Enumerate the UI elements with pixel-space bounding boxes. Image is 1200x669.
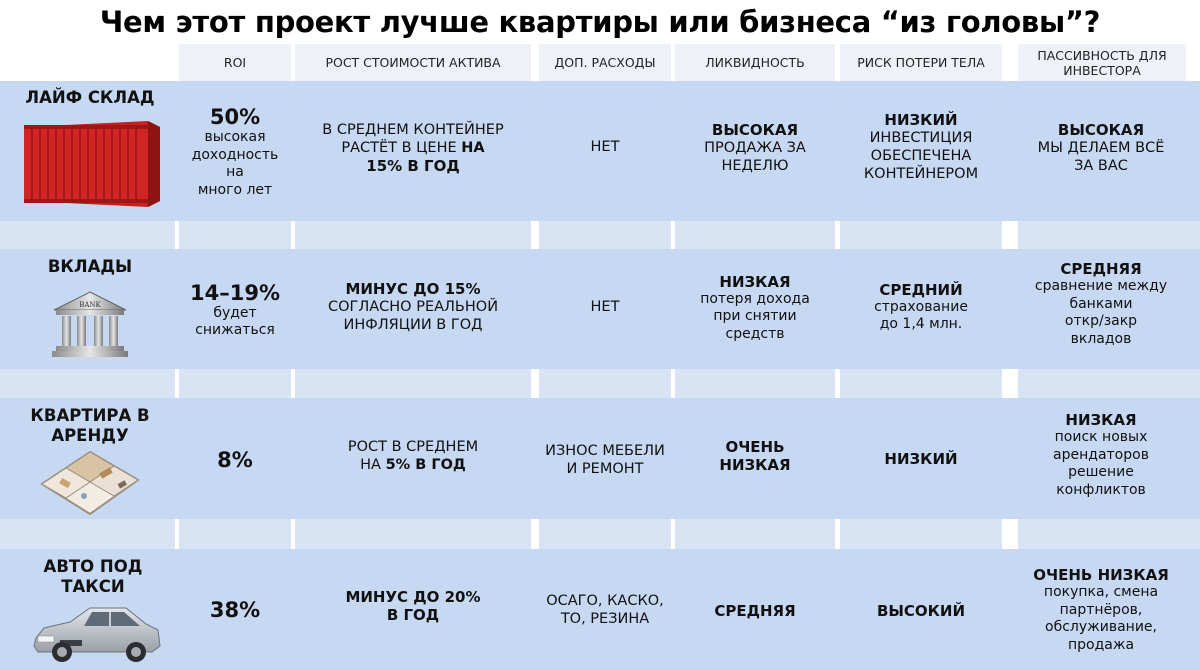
expenses-text: ТО, РЕЗИНА — [560, 611, 650, 627]
passivity-note: обслуживание, — [1045, 619, 1157, 635]
passivity-note: покупка, смена — [1043, 584, 1159, 600]
roi-note: снижаться — [195, 322, 275, 338]
row-title: АРЕНДУ — [51, 426, 129, 445]
passivity-note: поиск новых — [1054, 429, 1148, 445]
growth-text: В СРЕДНЕМ КОНТЕЙНЕР — [322, 122, 504, 138]
risk-note: ИНВЕСТИЦИЯ — [869, 130, 973, 146]
risk-note: страхование — [874, 298, 968, 315]
growth-text: СОГЛАСНО РЕАЛЬНОЙ — [327, 299, 499, 315]
passivity-note: вкладов — [1070, 330, 1132, 347]
roi-note: доходность на — [191, 146, 279, 180]
growth-text: РАСТЁТ В ЦЕНЕ — [341, 140, 462, 156]
risk-level: СРЕДНИЙ — [879, 280, 963, 299]
passivity-note: решение — [1068, 464, 1134, 480]
liquidity-level: НИЗКАЯ — [719, 456, 791, 474]
roi-value: 14–19% — [190, 280, 280, 305]
growth-highlight: МИНУС ДО 20% — [345, 588, 481, 606]
growth-highlight: 15% В ГОД — [366, 157, 460, 175]
liquidity-note: НЕДЕЛЮ — [721, 158, 789, 174]
risk-level: НИЗКИЙ — [884, 111, 958, 129]
expenses-text: НЕТ — [590, 139, 620, 155]
liquidity-note: при снятии — [713, 308, 797, 325]
header-liquidity: ЛИКВИДНОСТЬ — [675, 44, 835, 81]
passivity-level: НИЗКАЯ — [1065, 411, 1137, 429]
expenses-text: НЕТ — [590, 299, 620, 315]
bank-label: BANK — [79, 301, 101, 309]
roi-note: высокая — [204, 129, 266, 145]
header-roi: ROI — [179, 44, 291, 81]
passivity-note: откр/закр — [1064, 313, 1138, 329]
header-asset-growth: РОСТ СТОИМОСТИ АКТИВА — [295, 44, 531, 81]
risk-note: КОНТЕЙНЕРОМ — [863, 166, 979, 182]
shipping-container-icon — [24, 117, 160, 207]
liquidity-level: ВЫСОКАЯ — [711, 121, 799, 139]
growth-highlight: МИНУС ДО 15% — [345, 280, 481, 298]
row-title: АВТО ПОД — [43, 557, 143, 576]
roi-value: 8% — [217, 448, 253, 472]
page-title: Чем этот проект лучше квартиры или бизнеса “из головы”? — [99, 5, 1101, 39]
row-title: ЛАЙФ СКЛАД — [25, 88, 155, 107]
header-passivity: ПАССИВНОСТЬ ДЛЯ ИНВЕСТОРА — [1018, 44, 1186, 81]
risk-note: до 1,4 млн. — [879, 316, 963, 332]
header-principal-risk: РИСК ПОТЕРИ ТЕЛА — [840, 44, 1002, 81]
roi-note: много лет — [197, 181, 273, 198]
liquidity-note: средств — [725, 325, 785, 342]
expenses-text: И РЕМОНТ — [566, 461, 644, 477]
risk-level: НИЗКИЙ — [884, 450, 958, 468]
passivity-level: ОЧЕНЬ НИЗКАЯ — [1033, 566, 1169, 584]
growth-text: ИНФЛЯЦИИ В ГОД — [343, 317, 483, 333]
roi-value: 38% — [209, 598, 261, 622]
car-icon — [30, 600, 164, 664]
passivity-note: банками — [1069, 295, 1133, 312]
passivity-level: ВЫСОКАЯ — [1057, 121, 1145, 139]
liquidity-note: ПРОДАЖА ЗА — [704, 140, 806, 156]
passivity-note: ЗА ВАС — [1074, 158, 1128, 174]
risk-level: ВЫСОКИЙ — [876, 602, 966, 620]
passivity-note: конфликтов — [1056, 481, 1146, 498]
passivity-level: СРЕДНЯЯ — [1060, 260, 1142, 278]
expenses-text: ИЗНОС МЕБЕЛИ — [545, 443, 665, 459]
growth-highlight: 5% В ГОД — [385, 457, 466, 473]
row-title: ВКЛАДЫ — [47, 257, 133, 276]
liquidity-level: НИЗКАЯ — [719, 272, 791, 291]
passivity-note: партнёров, — [1059, 601, 1143, 618]
liquidity-note: потеря дохода — [700, 290, 810, 307]
passivity-note: МЫ ДЕЛАЕМ ВСЁ — [1037, 140, 1165, 156]
growth-text: НА — [360, 457, 386, 473]
passivity-note: арендаторов — [1053, 446, 1149, 463]
liquidity-level: ОЧЕНЬ — [725, 438, 785, 456]
growth-highlight: НА — [461, 140, 485, 156]
risk-note: ОБЕСПЕЧЕНА — [870, 148, 972, 164]
apartment-floorplan-icon — [40, 450, 140, 516]
growth-highlight: В ГОД — [386, 606, 440, 624]
passivity-note: продажа — [1067, 636, 1135, 653]
expenses-text: ОСАГО, КАСКО, — [546, 593, 664, 609]
roi-note: будет — [213, 304, 257, 321]
row-title: ТАКСИ — [61, 577, 125, 596]
passivity-note: сравнение между — [1034, 278, 1168, 294]
liquidity-level: СРЕДНЯЯ — [714, 602, 796, 620]
header-extra-expenses: ДОП. РАСХОДЫ — [539, 44, 671, 81]
growth-text: РОСТ В СРЕДНЕМ — [347, 439, 479, 455]
roi-value: 50% — [209, 105, 261, 129]
bank-building-icon — [52, 290, 128, 358]
row-title: КВАРТИРА В — [30, 406, 150, 425]
